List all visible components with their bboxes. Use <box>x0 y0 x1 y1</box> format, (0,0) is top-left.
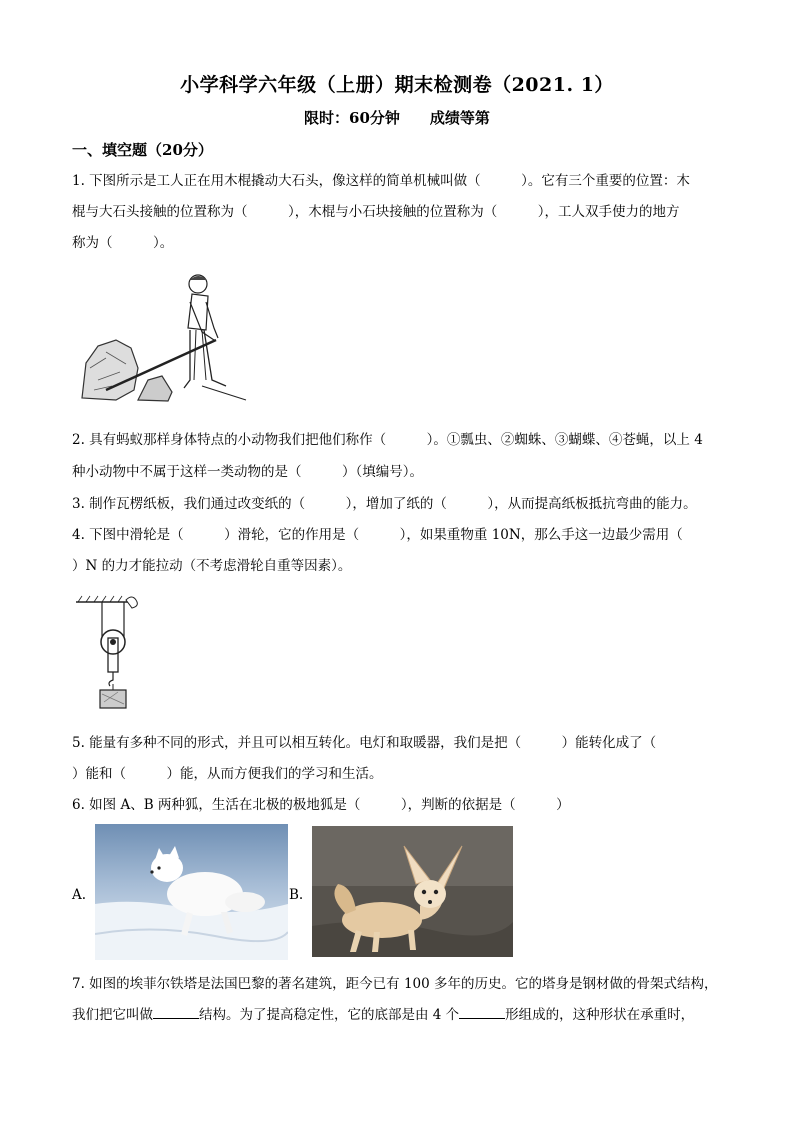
q7-blank-1 <box>153 1006 199 1019</box>
option-b-label: B. <box>289 887 304 903</box>
q5-line1: 5. 能量有多种不同的形式，并且可以相互转化。电灯和取暖器，我们是把（ ）能转化成了（ <box>72 735 657 751</box>
time-limit: 限时：60分钟 <box>304 109 400 127</box>
q7-line2 <box>72 1006 732 1024</box>
q7-line2-part1: 我们把它叫做 <box>72 1007 153 1023</box>
q3-line1: 3. 制作瓦楞纸板，我们通过改变纸的（ ），增加了纸的（ ），从而提高纸板抵抗弯曲的能力。 <box>72 496 697 512</box>
q7-line2-part2: 结构。为了提高稳定性，它的底部是由 4 个 <box>199 1007 460 1023</box>
page-title: 小学科学六年级（上册）期末检测卷（2021. 1） <box>180 74 614 96</box>
section-heading: 一、填空题（20分） <box>72 141 213 159</box>
q2-line1: 2. 具有蚂蚁那样身体特点的小动物我们把他们称作（ ）。①瓢虫、②蜘蛛、③蝴蝶、④苍蝇，以上 4 <box>72 432 703 448</box>
fennec-fox-photo <box>312 826 513 957</box>
q6-line1: 6. 如图 A、B 两种狐，生活在北极的极地狐是（ ），判断的依据是（ ） <box>72 797 570 813</box>
pulley-illustration <box>74 592 144 712</box>
q5-line2: ）能和（ ）能，从而方便我们的学习和生活。 <box>72 766 383 782</box>
grade-label: 成绩等第 <box>429 109 490 127</box>
q7-blank-2 <box>459 1006 505 1019</box>
q1-line1: 1. 下图所示是工人正在用木棍撬动大石头，像这样的简单机械叫做（ ）。它有三个重要的位置：木 <box>72 173 690 189</box>
q4-line2: ）N 的力才能拉动（不考虑滑轮自重等因素）。 <box>72 558 352 574</box>
lever-illustration <box>76 268 256 408</box>
q7-line1: 7. 如图的埃菲尔铁塔是法国巴黎的著名建筑，距今已有 100 多年的历史。它的塔身是钢材做的骨架式结构， <box>72 976 718 992</box>
q1-line2: 棍与大石头接触的位置称为（ ），木棍与小石块接触的位置称为（ ），工人双手使力的地方 <box>72 204 680 220</box>
exam-info <box>0 107 794 128</box>
q4-line1: 4. 下图中滑轮是（ ）滑轮，它的作用是（ ），如果重物重 10N，那么手这一边最少需用（ <box>72 527 683 543</box>
q2-line2: 种小动物中不属于这样一类动物的是（ ）（填编号）。 <box>72 464 423 480</box>
q7-line2-part3: 形组成的，这种形状在承重时， <box>505 1007 695 1023</box>
q1-line3: 称为（ ）。 <box>72 235 174 251</box>
option-a-label: A. <box>72 887 87 903</box>
arctic-fox-photo <box>95 824 288 960</box>
